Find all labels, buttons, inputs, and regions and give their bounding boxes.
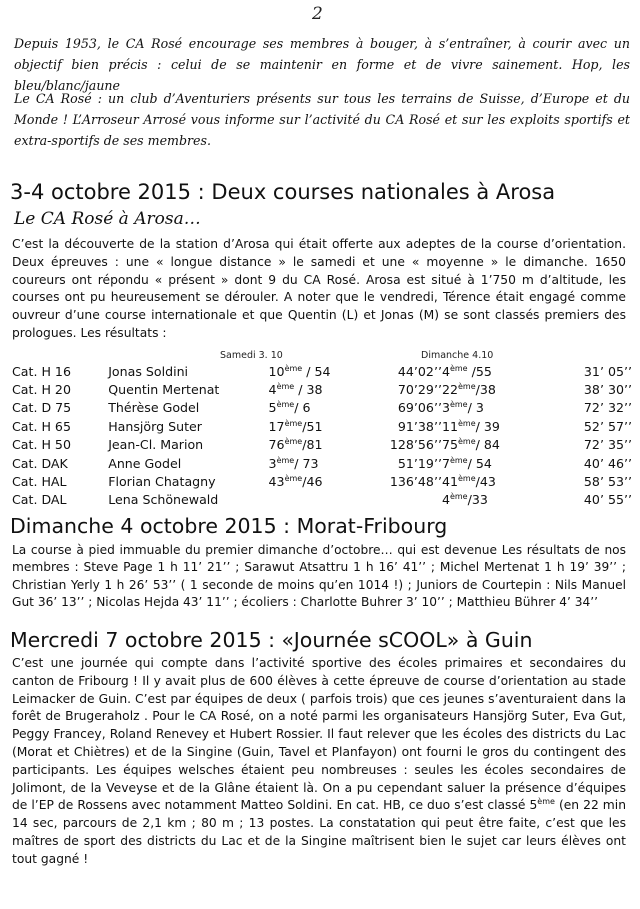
result-runner: Quentin Mertenat xyxy=(108,382,220,398)
rank-total: / 6 xyxy=(294,400,311,416)
result-time-sunday: 72’ 35’’ xyxy=(583,437,632,453)
result-runner: Hansjörg Suter xyxy=(108,418,202,434)
rank-suffix: ème xyxy=(284,437,303,447)
result-category: Cat. DAL xyxy=(12,492,67,508)
rank-number: 7 xyxy=(441,455,450,471)
result-category: Cat. H 50 xyxy=(12,437,71,453)
result-time-sunday: 52’ 57’’ xyxy=(583,418,632,434)
result-row xyxy=(12,417,632,435)
result-rank-sunday xyxy=(442,362,561,380)
result-rank-saturday xyxy=(269,417,362,435)
rank-number: 3 xyxy=(441,400,450,416)
section-subtitle-arosa: Le CA Rosé à Arosa… xyxy=(14,209,201,229)
result-row xyxy=(12,362,632,380)
result-runner: Jonas Soldini xyxy=(108,363,189,379)
rank-number: 3 xyxy=(268,455,277,471)
result-runner: Thérèse Godel xyxy=(108,400,200,416)
result-time-sunday: 72’ 32’’ xyxy=(583,400,632,416)
result-rank-sunday xyxy=(442,454,561,472)
guin-rank-suffix: ème xyxy=(537,797,555,807)
result-row xyxy=(12,491,632,509)
rank-suffix: ème xyxy=(457,474,476,484)
rank-suffix: ème xyxy=(284,474,303,484)
rank-total: /38 xyxy=(475,382,496,398)
result-time-sunday: 40’ 55’’ xyxy=(583,492,632,508)
section-title-arosa: 3-4 octobre 2015 : Deux courses nationales à Arosa xyxy=(10,180,556,204)
result-row xyxy=(12,380,632,398)
results-header-sunday: Dimanche 4.10 xyxy=(421,350,494,361)
rank-number: 4 xyxy=(441,363,450,379)
result-time-saturday: 51’19’’ xyxy=(397,455,442,471)
result-time-saturday: 44’02’’ xyxy=(397,363,442,379)
result-time-saturday: 91’38’’ xyxy=(397,418,442,434)
result-time-saturday: 128’56’’ xyxy=(389,437,442,453)
result-rank-saturday xyxy=(269,472,362,490)
rank-number: 5 xyxy=(268,400,277,416)
rank-total: /55 xyxy=(467,363,492,379)
rank-number: 10 xyxy=(268,363,285,379)
result-row xyxy=(12,472,632,490)
rank-total: /81 xyxy=(302,437,323,453)
result-time-saturday: 136’48’’ xyxy=(389,474,442,490)
rank-total: / 54 xyxy=(467,455,492,471)
result-runner: Lena Schönewald xyxy=(108,492,219,508)
result-time-sunday: 58’ 53’’ xyxy=(583,474,632,490)
guin-article-text-a: C’est une journée qui compte dans l’activité sportive des écoles primaires et secondaires du canton de Fribourg ! Il y avait plus de 600 élèves à cette épreuve de course d’orientation au stade Leimacker de Guin. C’est par équipes de deux ( parfois trois) que ces jeunes s’aventuraient dans la forêt de Brugeraholz . Pour le CA Rosé, on a noté parmi les organisateurs Hansjörg Suter, Eva Gut, Peggy Francey, Roland Renevey et Hubert Rossier. Il faut relever que les écoles des districts du Lac (Morat et Chiètres) et de la Singine (Guin, Tavel et Planfayon) ont fourni le gros du contingent des participants. Les équipes welsches étaient peu nombreuses : seules les écoles secondaires de Jolimont, de la Veveyse et de la Glâne étaient là. On a pu cependant saluer la présence d’équipes de l’EP de Rossens avec notamment Matteo Soldini. En cat. HB, ce duo s’est classé 5 xyxy=(12,656,626,813)
guin-article xyxy=(12,655,626,869)
rank-total: / 3 xyxy=(467,400,484,416)
result-rank-saturday xyxy=(269,380,362,398)
result-row xyxy=(12,399,632,417)
rank-number: 22 xyxy=(441,382,458,398)
result-rank-saturday xyxy=(269,399,362,417)
result-category: Cat. H 65 xyxy=(12,418,71,434)
rank-number: 11 xyxy=(441,418,458,434)
rank-suffix: ème xyxy=(276,455,295,465)
result-rank-sunday xyxy=(442,380,561,398)
result-row xyxy=(12,454,632,472)
result-rank-saturday xyxy=(269,454,362,472)
rank-suffix: ème xyxy=(449,492,468,502)
arosa-results-table xyxy=(12,362,632,509)
rank-total: /43 xyxy=(475,474,496,490)
result-rank-sunday xyxy=(442,399,561,417)
result-runner: Florian Chatagny xyxy=(108,474,216,490)
result-rank-saturday xyxy=(269,362,362,380)
rank-suffix: ème xyxy=(449,363,468,373)
rank-suffix: ème xyxy=(449,400,468,410)
result-category: Cat. H 16 xyxy=(12,363,71,379)
result-runner: Anne Godel xyxy=(108,455,182,471)
result-rank-sunday xyxy=(442,472,561,490)
rank-suffix: ème xyxy=(276,400,295,410)
result-category: Cat. HAL xyxy=(12,474,67,490)
rank-suffix: ème xyxy=(457,418,476,428)
rank-number: 4 xyxy=(441,492,450,508)
rank-total: /46 xyxy=(302,474,323,490)
rank-total: / 84 xyxy=(475,437,500,453)
page-number: 2 xyxy=(312,4,323,24)
result-time-saturday: 69’06’’ xyxy=(397,400,442,416)
rank-total: / 38 xyxy=(294,382,323,398)
result-rank-sunday xyxy=(442,491,561,509)
arosa-article: C’est la découverte de la station d’Arosa qui était offerte aux adeptes de la course d’orientation. Deux épreuves : une « longue distance » le samedi et une « moyenne » le dimanche. 1650 coureurs ont répondu « présent » dont 9 du CA Rosé. Arosa est situé à 1’750 m d’altitude, les courses ont pu heureusement se dérouler. A noter que le vendredi, Térence était engagé comme ouvreur d’une course internationale et que Quentin (L) et Jonas (M) se sont classés premiers des prologues. Les résultats : xyxy=(12,237,626,340)
rank-number: 75 xyxy=(441,437,458,453)
result-category: Cat. D 75 xyxy=(12,400,72,416)
intro-paragraph: Depuis 1953, le CA Rosé encourage ses membres à bouger, à s’entraîner, à courir avec un objectif bien précis : celui de se maintenir en forme et de vivre sainement. Hop, les bleu/blanc/jaune xyxy=(14,36,630,93)
result-time-saturday: 70’29’’ xyxy=(397,382,442,398)
result-rank-saturday xyxy=(269,491,362,509)
club-description: Le CA Rosé : un club d’Aventuriers présents sur tous les terrains de Suisse, d’Europe et du Monde ! L’Arroseur Arrosé vous informe sur l’activité du CA Rosé et sur les exploits sportifs et extra-sportifs de ses membres. xyxy=(14,91,630,148)
morat-article: La course à pied immuable du premier dimanche d’octobre… qui est devenue Les résultats de nos membres : Steve Page 1 h 11’ 21’’ ; Sarawut Atsattru 1 h 16’ 41’’ ; Michel Mertenat 1 h 19’ 39’’ ; Christian Yerly 1 h 26’ 53’’ ( 1 seconde de moins qu’en 1014 !) ; Juniors de Courtepin : Nils Manuel Gut 36’ 13’’ ; Nicolas Hejda 43’ 11’’ ; écoliers : Charlotte Buhrer 3’ 10’’ ; Matthieu Bührer 4’ 34’’ xyxy=(12,543,626,610)
guin-article-text-b: (en 22 min 14 sec, parcours de 2,1 km ; 80 m ; 13 postes. La constatation qui peut être faite, c’est que les maîtres de sport des districts du Lac et de la Singine maîtrisent bien le sujet car leurs élèves ont tout gagné ! xyxy=(12,798,626,866)
result-rank-saturday xyxy=(269,436,362,454)
rank-suffix: ème xyxy=(457,437,476,447)
result-time-saturday xyxy=(361,491,442,509)
result-row xyxy=(12,436,632,454)
rank-number: 4 xyxy=(268,382,277,398)
rank-suffix: ème xyxy=(457,382,476,392)
rank-suffix: ème xyxy=(276,382,295,392)
result-time-sunday: 38’ 30’’ xyxy=(583,382,632,398)
results-header-saturday: Samedi 3. 10 xyxy=(220,350,283,361)
rank-total: / 54 xyxy=(302,363,331,379)
result-runner: Jean-Cl. Marion xyxy=(108,437,204,453)
section-title-guin: Mercredi 7 octobre 2015 : «Journée sCOOL» à Guin xyxy=(10,628,533,652)
rank-total: / 73 xyxy=(294,455,319,471)
result-time-sunday: 40’ 46’’ xyxy=(583,455,632,471)
result-time-sunday: 31’ 05’’ xyxy=(583,363,632,379)
rank-total: /33 xyxy=(467,492,488,508)
rank-number: 43 xyxy=(268,474,285,490)
rank-number: 17 xyxy=(268,418,285,434)
rank-suffix: ème xyxy=(449,455,468,465)
section-title-morat: Dimanche 4 octobre 2015 : Morat-Fribourg xyxy=(10,514,448,538)
rank-number: 41 xyxy=(441,474,458,490)
rank-total: / 39 xyxy=(475,418,500,434)
rank-total: /51 xyxy=(302,418,323,434)
result-rank-sunday xyxy=(442,436,561,454)
result-category: Cat. H 20 xyxy=(12,382,71,398)
result-rank-sunday xyxy=(442,417,561,435)
rank-number: 76 xyxy=(268,437,285,453)
rank-suffix: ème xyxy=(284,363,303,373)
rank-suffix: ème xyxy=(284,418,303,428)
result-category: Cat. DAK xyxy=(12,455,68,471)
